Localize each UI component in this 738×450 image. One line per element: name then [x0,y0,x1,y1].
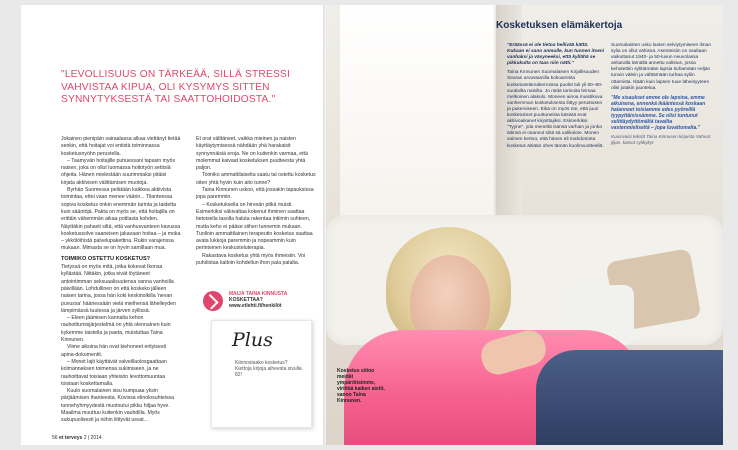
link-box-text [229,291,311,309]
paragraph: – Eleen jäämisen kannalta kehon rauhoittumisjärjestelmä on yhtä olennainen kuin kykemme taistella ja paeta, muistuttaa Taina Kinnunen. [61,315,171,344]
paragraph: Rakastava kosketus yhtä myös ihmeisiin. Voi puhdistaa kaltoin kohdellun ihon pala palalta. [196,252,306,267]
link-box-line3: www.etlehti.fi/henkilöt [229,303,282,309]
link-box-line1: MAIJA TAINA KINNUSTA [229,291,288,297]
paragraph: Kuulo suomalainen sisu kumpuaa yksin pärjäämisen ihanteesta. Kovissa elinolosuhteissa tunnehyhmyydestä muotoutui pikku hiljaa hyve. Maailma muuttuu kuitenkin vauhdilla. Myös sukupuolisesti ja niihin liittyvät usvat... [61,388,175,424]
window-light [340,5,494,225]
paragraph: Taina Kinnunen uskoo, että jossakin tapauksissa jopa paremmin. [196,187,314,201]
paragraph: – Taamyvän hoitajille puhuessani tapasin myös naisen, joka on ollut luomassa hoitotyön settisiä ohjeita. Hänen mielestään suurimmaksi pitäisi kirjata aktiivisen välittämisen muotoja. [61,157,176,186]
paragraph: Byrhän Suomessa pelätään kaikkea aktiivista toimintaa, ettei vaan menee väärin... Tilanteessa sopiva kosketus onkin enemmän tarinta ja taidetta kuin sääntöjä. Pakta on myös se, että hoitajilla on erittäin vähemmän aikaa potilasta kohden. Näyttäkin pahasti siltä, että vanhusvanteen kavussa kosketussolve saaneisen jakavaan hoitaa – ja moka – ykkölöihistä palvelupakettina. Rukin varajenssa mukaan. Mimasta se on hyvin samillaan mua. [61,187,181,252]
jeans [536,350,723,445]
link-box[interactable] [199,286,313,316]
paragraph: Jokainen pienipäin sairaalassa alkaa viettänyt tietää senkin, että hoitajat voi entistä toiminnassa kosketusnyöhn perustella. [61,136,181,157]
paragraph: Et orat välttäneet, vaikka mieinen ja naisten käyttäytymisessä nähdään yhä harakaisit synnynnäisiä eroja. Ne on kuitenkin varmaa, että molemmat kaivaat kosketuksen puutteesta yhtä paljon. [196,136,308,172]
article-column-1 [61,136,181,425]
sidebar-blue-quote: "Me sisaukset emme ole lapsina, emme aikuisena, ennenkä ikääntessä koskaan halanneet toisiamme edes pyöreillä tyypyttäisissämme. Se olisi tuntunut selittäydyttömältä tavailta vastenmieliseltä – jopa luvattomalta." [611,94,706,132]
photo-caption: Kosketus siitoo meidät ympäröitsimme, virittää kaiken aistit, sanoo Taina Kinnunen. [337,368,385,404]
sidebar-lead-quote: "Eräässä ei ole tietoa hellivää kättä. Kukaan ei sano anmulle, kun tunnen itseni vanhaksi ja väsyneeksi, että kyllähä se pikkukulta on taas niin nätti." [507,43,605,67]
sidebar-caption: Kuusivaisi tekstit Taina Kinnusen kirjaista Vahvat jiljan, katsot sylikykyt [611,134,710,145]
plus-text: Kiinnostaako kosketus? Kiettoja kirjoja aiheesta sivulla 82! [235,360,302,378]
plus-title: Plus [232,329,273,351]
page-number: 56 [52,435,58,441]
section-subhead: TOIMIIKO OSTETTU KOSKETUS? [61,255,151,262]
plus-note [211,320,312,428]
paragraph: – Kosketuksella on hirveän pitkä muisti. Esimerkiksi väkivaltaa kokenut ihminen saattaa tietoisella tasolla haluta rakentaa intiimin suhteen, mutta keho ei pääse siihen tunnemin mukaan. Tuolloin ammattilainen terapeutin kosketus saattaa avata lukkoja paremmin ja nopeammin kuin perinteinen keskusteluterapia. [196,201,313,252]
pull-quote: "LEVOLLISUUS ON TÄRKEÄÄ, SILLÄ STRESSI VAHVISTAA KIPUA, OLI KYSYMYS SITTEN SYNNYTYKSESTÄ TAI SAATTOHOIDOSTA." [61,69,291,106]
sidebar [480,20,723,360]
sidebar-column-left [507,43,605,153]
article-column-2 [196,136,316,267]
paragraph: Tietyssä on myös mitä, jotka kokevat Ikonsa kyllästää. Niitäkin, jotka eivät löytäneet antointimman seksuaalisuutensa vanna vanhoilla päivillään. Lohdullinen on että koskeko jälleen naisen tarina, jossa hän koki keskinolkilla 'nevan puvussa' hääriessään vielä mielhensä lähelleyden lämpimässä tuulessa ja järven syllissä. [61,264,176,314]
sidebar-body-text: Suomalaisten usko lasten selviytymiseen ilman sylia on ollut vähissä. Asenteisiin on osaltaan vaikuttanut 1940- ja 50-luvun neuvolassa ankaralla tämällä annettu valistus, jossa kehotettiin sylittämään lapsia tiuhamään neljän tunnin välein ja välttämään turhaa syliin ottamista. Ikään kuin lapsen tuue läheisyyteen olisi jotakin juuntelua. [611,43,711,91]
link-box-line2: KOSKETTAA? [229,297,263,303]
issue: 2 | 2014 [83,435,102,441]
page-folio [52,435,102,441]
left-page [21,5,324,445]
right-page [326,5,723,445]
sidebar-column-right [611,43,711,149]
sidebar-body-text: Taina Kinnunen Suomalaisen Kirjallisuuden Seuran arvustamilla kokoamista kosketuselämäkerroissa puolet tuli yli 60–80-vuotiailta naisilta. Jo näitä tarinoita leimaa melkoinen alakulo. Moneen ainoa muistikuva vanhemman kosketuksesta liittyy perustosen ja pukemiseen. Eikä on myös nte, että juuri kosketukset puuttuneista käsistä evat aktiivoaikanet kirjoittajiksi. Esimerkiksi "Tyyne", jola meneltä isänsä varhain ja jonka äitinsä ei osannut siitä sä valikukse. Monen vaimen kertoo, että hänen eli mahdotonta kosketus äitiään ohes tämän kuolinvuotteellä. [507,70,604,149]
magazine-name: et terveys [58,435,83,441]
arrow-icon [203,291,223,311]
paragraph: Viime aikoina hän ovat kiehoneet erityisesti apina-dokumentit. [61,344,167,358]
paragraph: – Monet lajit käyttävät valveillaolosgaattaan kolmanneksen toimensa sukimiseen, ja ne rauhoittavat toisiaan yhteisön levottomuuntaa toisiaan koskettamalla. [61,358,167,387]
sidebar-title: Kosketuksen elämäkertoja [496,20,623,31]
paragraph: Toimiko ammattilaiselta saatu tai ostettu kosketus oiten yhtä hyvin kuin aito tunne? [196,172,316,186]
